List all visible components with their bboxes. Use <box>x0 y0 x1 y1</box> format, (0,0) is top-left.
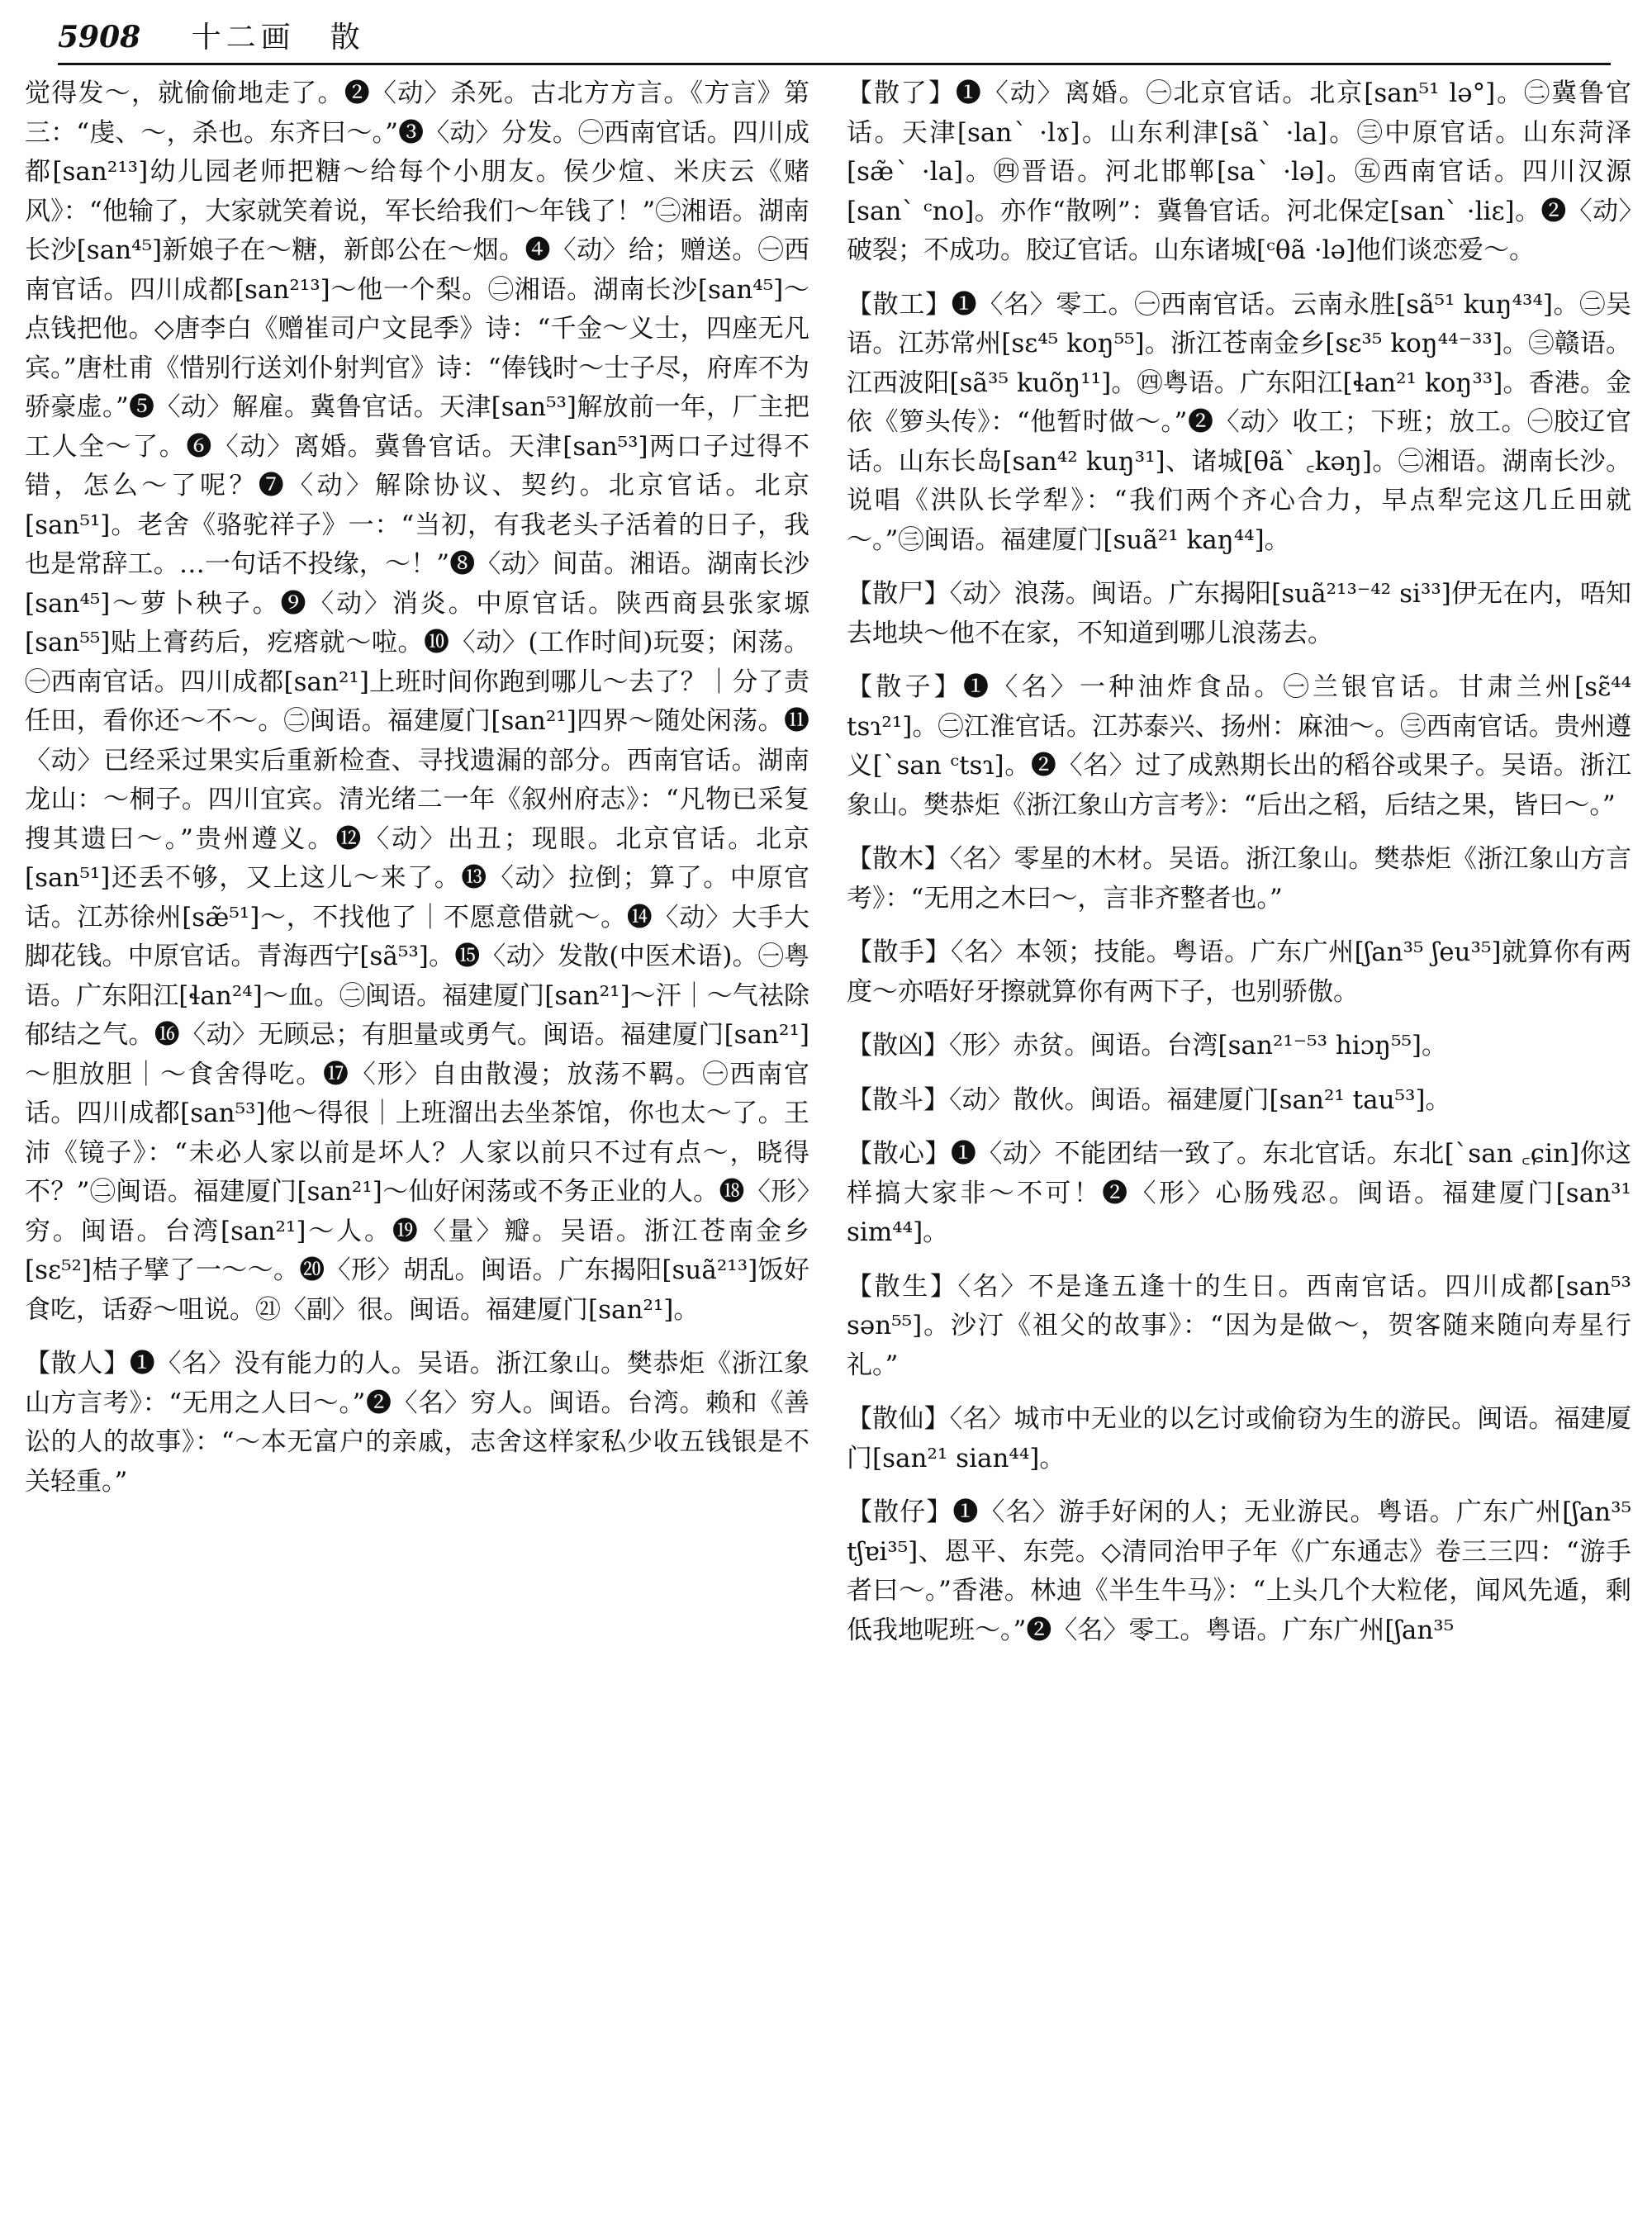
page-header <box>58 17 1611 58</box>
entry-san-dou: 【散斗】〈动〉散伙。闽语。福建厦门[san²¹ tau⁵³]。 <box>847 1084 1451 1115</box>
entry-san-sheng: 【散生】〈名〉不是逢五逢十的生日。西南官话。四川成都[san⁵³ sən⁵⁵]。沙汀《祖父的故事》：“因为是做～，贺客随来随向寿星行礼。” <box>847 1271 1631 1380</box>
entry-san-xiong: 【散凶】〈形〉赤贫。闽语。台湾[san²¹⁻⁵³ hiɔŋ⁵⁵]。 <box>847 1031 1448 1060</box>
entry-san-zi: 【散子】❶〈名〉一种油炸食品。㊀兰银官话。甘肃兰州[sɛ̃⁴⁴ tsɿ²¹]。㊁江淮官话。江苏泰兴、扬州：麻油～。㊂西南官话。贵州遵义[ˋsan ᶜtsɿ]。❷〈名〉过了成熟期长出的稻谷或果子。吴语。浙江象山。樊恭炬《浙江象山方言考》：“后出之稻，后结之果，皆曰～。” <box>847 672 1631 820</box>
entry-san-xian: 【散仙】〈名〉城市中无业的以乞讨或偷窃为生的游民。闽语。福建厦门[san²¹ sian⁴⁴]。 <box>847 1404 1631 1473</box>
entry-san-continued: 觉得发～，就偷偷地走了。❷〈动〉杀死。古北方方言。《方言》第三：“虔、～，杀也。东齐曰～。”❸〈动〉分发。㊀西南官话。四川成都[san²¹³]幼儿园老师把糖～给每个小朋友。侯少煊、米庆云《赌风》：“他输了，大家就笑着说，军长给我们～年钱了！”㊁湘语。湖南长沙[san⁴⁵]新娘子在～糖，新郎公在～烟。❹〈动〉给；赠送。㊀西南官话。四川成都[san²¹³]～他一个梨。㊁湘语。湖南长沙[san⁴⁵]～点钱把他。◇唐李白《赠崔司户文昆季》诗：“千金～义士，四座无凡宾。”唐杜甫《惜别行送刘仆射判官》诗：“俸钱时～士子尽，府库不为骄豪虚。”❺〈动〉解雇。冀鲁官话。天津[san⁵³]解放前一年，厂主把工人全～了。❻〈动〉离婚。冀鲁官话。天津[san⁵³]两口子过得不错，怎么～了呢？❼〈动〉解除协议、契约。北京官话。北京[san⁵¹]。老舍《骆驼祥子》一：“当初，有我老头子活着的日子，我也是常辞工。…一句话不投缘，～！”❽〈动〉间苗。湘语。湖南长沙[san⁴⁵]～萝卜秧子。❾〈动〉消炎。中原官话。陕西商县张家塬[san⁵⁵]贴上膏药后，疙瘩就～啦。❿〈动〉(工作时间)玩耍；闲荡。㊀西南官话。四川成都[san²¹]上班时间你跑到哪儿～去了？｜分了责任田，看你还～不～。㊁闽语。福建厦门[san²¹]四界～随处闲荡。⓫〈动〉已经采过果实后重新检查、寻找遗漏的部分。西南官话。湖南龙山：～桐子。四川宜宾。清光绪二一年《叙州府志》：“凡物已采复搜其遗曰～。”贵州遵义。⓬〈动〉出丑；现眼。北京官话。北京[san⁵¹]还丢不够，又上这儿～来了。⓭〈动〉拉倒；算了。中原官话。江苏徐州[sæ̃⁵¹]～，不找他了｜不愿意借就～。⓮〈动〉大手大脚花钱。中原官话。青海西宁[sã⁵³]。⓯〈动〉发散(中医术语)。㊀粤语。广东阳江[ɬan²⁴]～血。㊁闽语。福建厦门[san²¹]～汗｜～气祛除郁结之气。⓰〈动〉无顾忌；有胆量或勇气。闽语。福建厦门[san²¹]～胆放胆｜～食舍得吃。⓱〈形〉自由散漫；放荡不羁。㊀西南官话。四川成都[san⁵³]他～得很｜上班溜出去坐茶馆，你也太～了。王沛《镜子》：“未必人家以前是坏人？人家以前只不过有点～，晓得不？”㊁闽语。福建厦门[san²¹]～仙好闲荡或不务正业的人。⓲〈形〉穷。闽语。台湾[san²¹]～人。⓳〈量〉瓣。吴语。浙江苍南金乡[sɛ⁵²]桔子擘了一～～。⓴〈形〉胡乱。闽语。广东揭阳[suã²¹³]饭好食吃，话孬～咀说。㉑〈副〉很。闽语。福建厦门[san²¹]。 <box>25 78 809 1325</box>
left-column <box>25 74 809 2205</box>
entry-san-zai: 【散仔】❶〈名〉游手好闲的人；无业游民。粤语。广东广州[ʃan³⁵ tʃɐi³⁵]、恩平、东莞。◇清同治甲子年《广东通志》卷三三四：“游手者曰～。”香港。林迪《半生牛马》：“上头几个大粒佬，闻风先遁，剩低我地呢班～。”❷〈名〉零工。粤语。广东广州[ʃan³⁵ <box>847 1497 1631 1645</box>
right-column <box>847 74 1631 2205</box>
entry-san-shi: 【散尸】〈动〉浪荡。闽语。广东揭阳[suã²¹³⁻⁴² si³³]伊无在内，唔知去地块～他不在家，不知道到哪儿浪荡去。 <box>847 579 1631 648</box>
entry-san-ren: 【散人】❶〈名〉没有能力的人。吴语。浙江象山。樊恭炬《浙江象山方言考》：“无用之人曰～。”❷〈名〉穷人。闽语。台湾。赖和《善讼的人的故事》：“～本无富户的亲戚，志舍这样家私少收五钱银是不关轻重。” <box>25 1349 809 1497</box>
entry-san-xin: 【散心】❶〈动〉不能团结一致了。东北官话。东北[ˋsan ꜀ɕin]你这样搞大家非～不可！❷〈形〉心肠残忍。闽语。福建厦门[san³¹ sim⁴⁴]。 <box>847 1139 1631 1247</box>
header-rule <box>58 63 1611 65</box>
entry-san-le: 【散了】❶〈动〉离婚。㊀北京官话。北京[san⁵¹ lə°]。㊁冀鲁官话。天津[sanˋ ·lɤ]。山东利津[sãˋ ·la]。㊂中原官话。山东菏泽[sæ̃ˋ ·la]。㊃晋语。河北邯郸[saˋ ·lə]。㊄西南官话。四川汉源[sanˋ ᶜno]。亦作“散咧”：冀鲁官话。河北保定[sanˋ ·liɛ]。❷〈动〉破裂；不成功。胶辽官话。山东诸城[ᶜθã ·lə]他们谈恋爱～。 <box>847 78 1631 265</box>
entry-san-gong: 【散工】❶〈名〉零工。㊀西南官话。云南永胜[sã⁵¹ kuŋ⁴³⁴]。㊁吴语。江苏常州[sɛ⁴⁵ koŋ⁵⁵]。浙江苍南金乡[sɛ³⁵ koŋ⁴⁴⁻³³]。㊂赣语。江西波阳[sã³⁵ kuõŋ¹¹]。㊃粤语。广东阳江[ɬan²¹ koŋ³³]。香港。金依《箩头传》：“他暂时做～。”❷〈动〉收工；下班；放工。㊀胶辽官话。山东长岛[san⁴² kuŋ³¹]、诸城[θãˋ ꜀kəŋ]。㊁湘语。湖南长沙。说唱《洪队长学犁》：“我们两个齐心合力，早点犁完这几丘田就～。”㊂闽语。福建厦门[suã²¹ kaŋ⁴⁴]。 <box>847 289 1631 555</box>
page-number: 5908 <box>58 20 141 55</box>
entry-san-shou: 【散手】〈名〉本领；技能。粤语。广东广州[ʃan³⁵ ʃeu³⁵]就算你有两度～亦唔好牙擦就算你有两下子，也别骄傲。 <box>847 937 1631 1007</box>
section-title: 十二画 散 <box>191 21 365 55</box>
entry-san-mu: 【散木】〈名〉零星的木材。吴语。浙江象山。樊恭炬《浙江象山方言考》：“无用之木曰～，言非齐整者也。” <box>847 844 1631 913</box>
